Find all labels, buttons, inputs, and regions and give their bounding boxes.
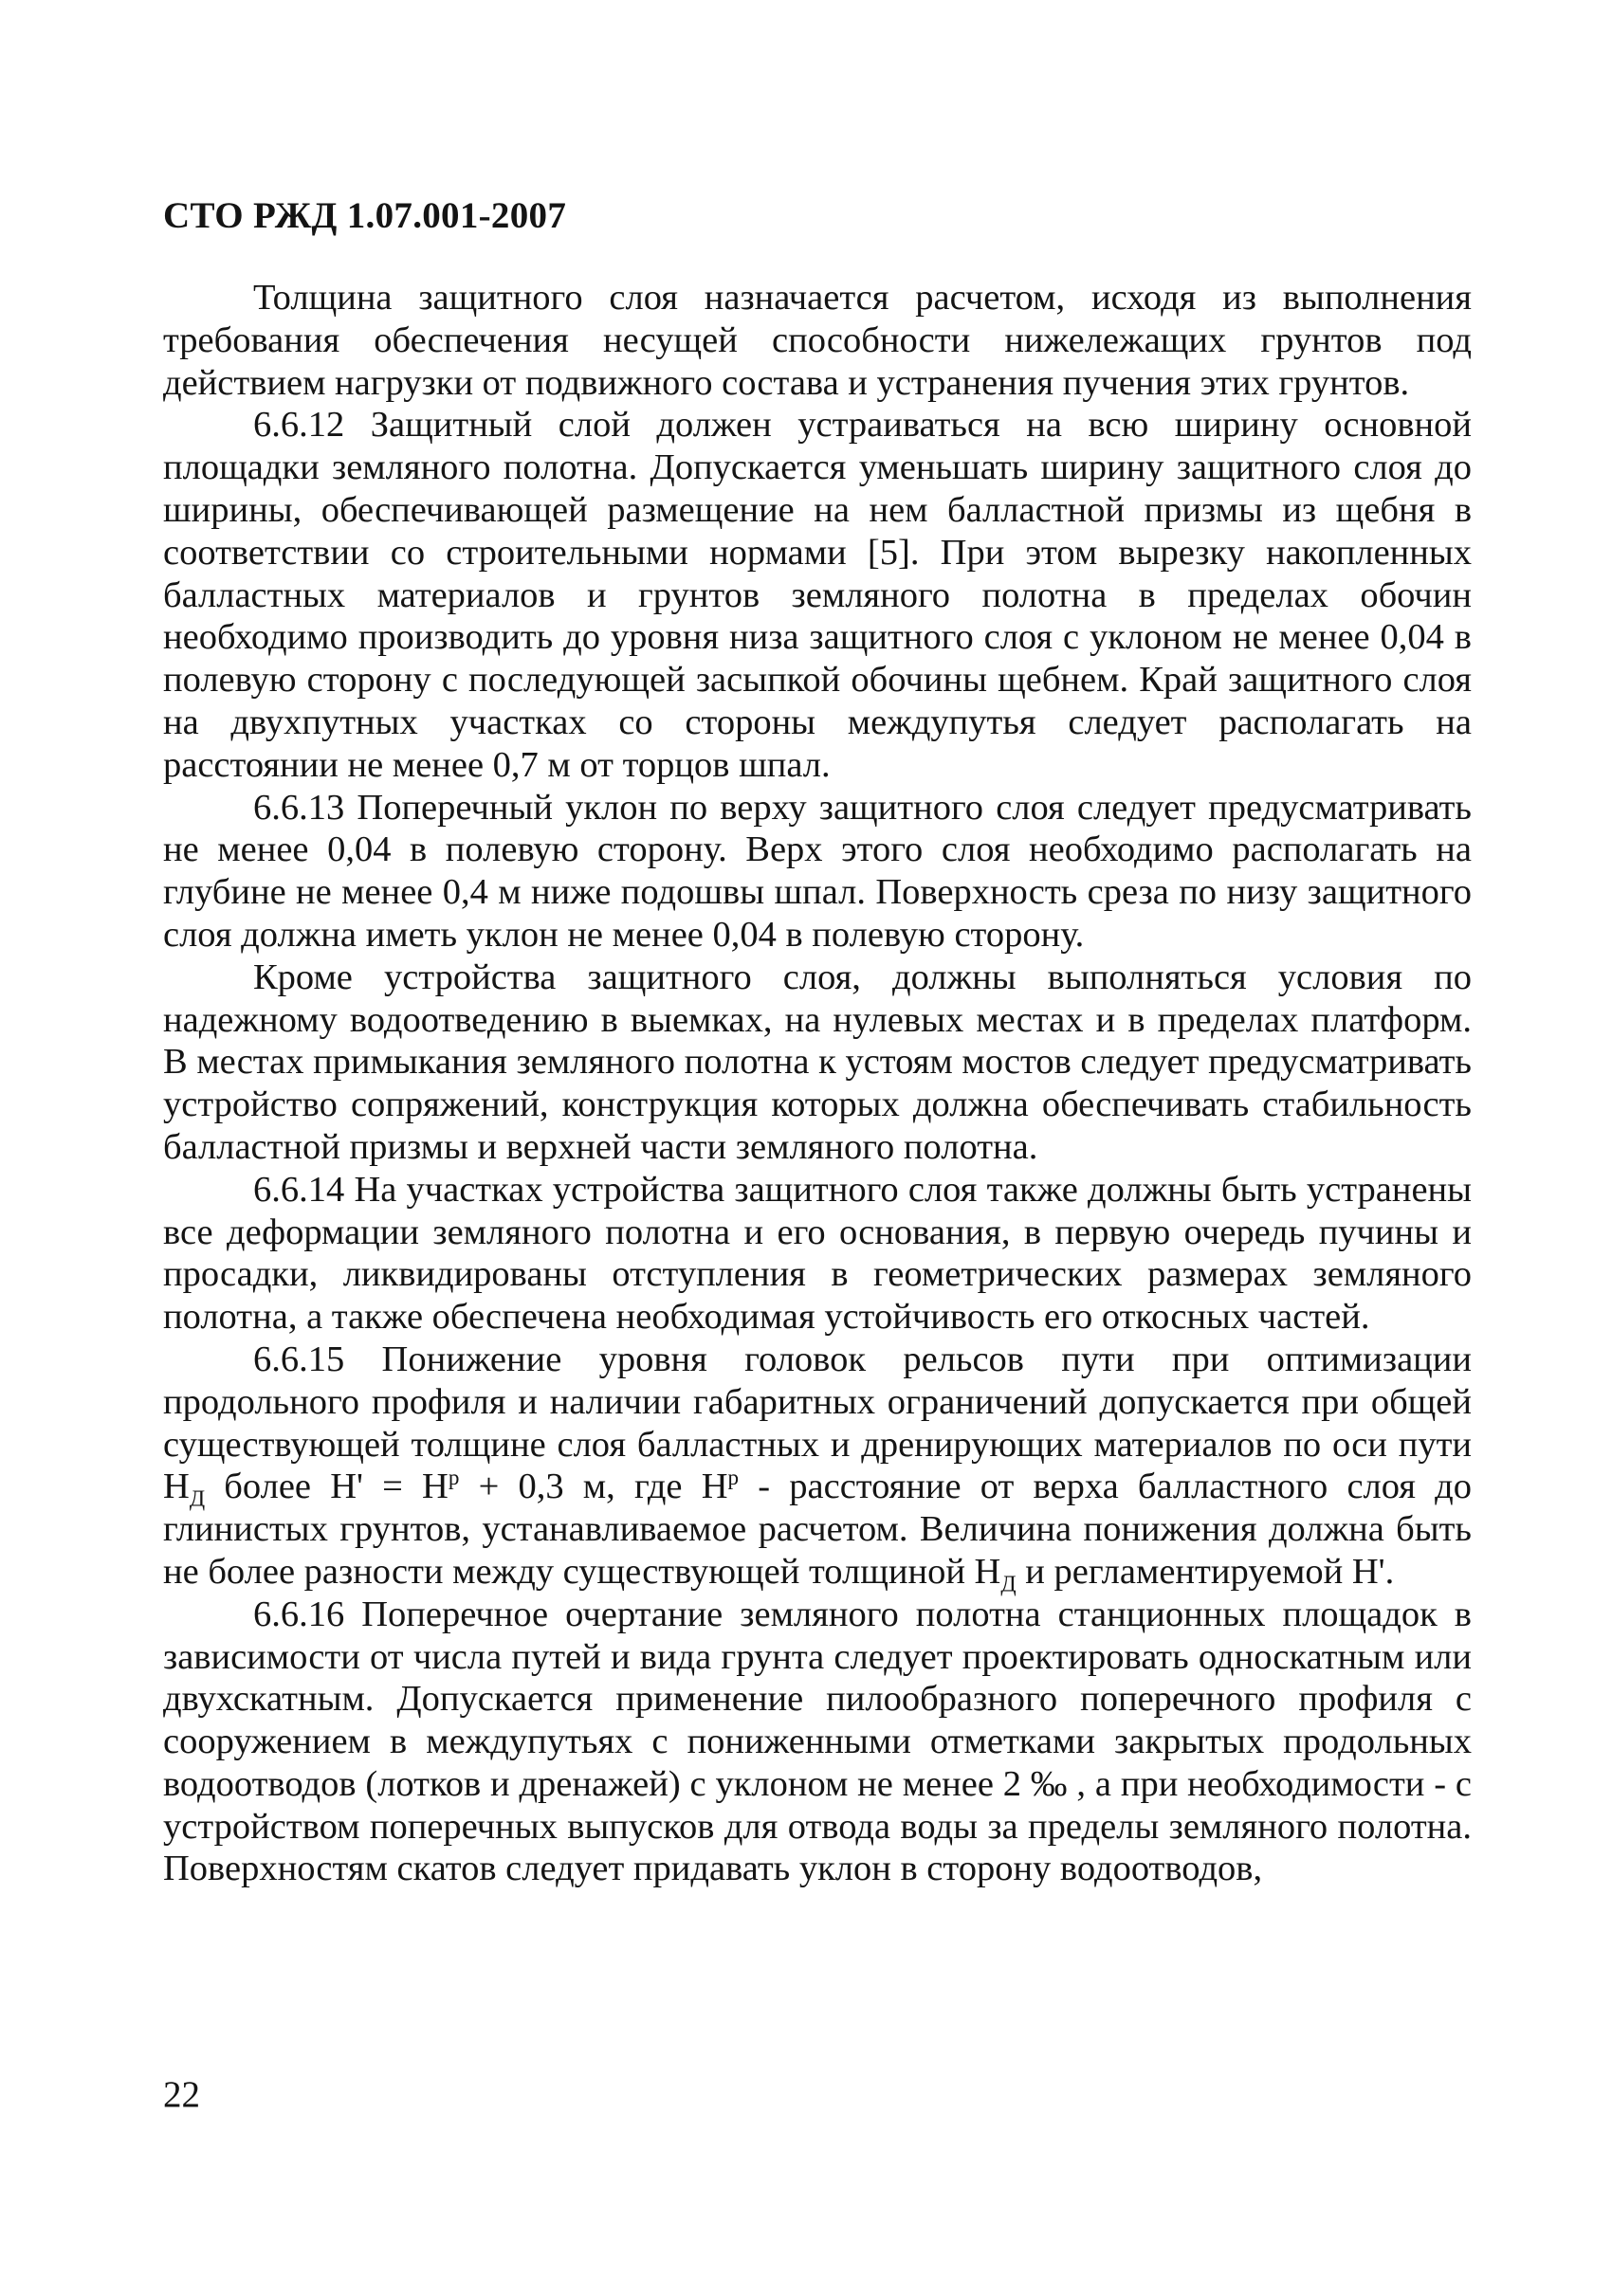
page-number: 22 xyxy=(163,2074,200,2115)
document-code-header: СТО РЖД 1.07.001-2007 xyxy=(163,195,567,236)
paragraph-protective-layer-thickness: Толщина защитного слоя назначается расчетом, исходя из выполнения требования обеспечения несущей способности нижележащих грунтов под действием нагрузки от подвижного состава и устранения пучения этих грунтов. xyxy=(163,278,1472,403)
paragraph-6-6-12: 6.6.12 Защитный слой должен устраиваться на всю ширину основной площадки земляного полотна. Допускается уменьшать ширину защитного слоя до ширины, обеспечивающей размещение на нем балластной призмы из щебня в соответствии со строительными нормами [5]. При этом вырезку накопленных балластных материалов и грунтов земляного полотна в пределах обочин необходимо производить до уровня низа защитного слоя с уклоном не менее 0,04 в полевую сторону с последующей засыпкой обочины щебнем. Край защитного слоя на двухпутных участках со стороны междупутья следует располагать на расстоянии не менее 0,7 м от торцов шпал. xyxy=(163,405,1472,785)
p6615-superscript-p-2: р xyxy=(727,1465,740,1490)
p6615-text-4: - расстояние от верха балластного слоя до глинистых грунтов, устанавливаемое расчетом. Величина понижения должна быть не более разности между существующей толщиной Н xyxy=(163,1467,1472,1592)
paragraph-6-6-13: 6.6.13 Поперечный уклон по верху защитного слоя следует предусматривать не менее 0,04 в полевую сторону. Верх этого слоя необходимо располагать на глубине не менее 0,4 м ниже подошвы шпал. Поверхность среза по низу защитного слоя должна иметь уклон не менее 0,04 в полевую сторону. xyxy=(163,787,1472,955)
p6615-subscript-d: Д xyxy=(189,1487,206,1512)
paragraph-6-6-16: 6.6.16 Поперечное очертание земляного полотна станционных площадок в зависимости от числа путей и вида грунта следует проектировать односкатным или двухскатным. Допускается применение пилообразного поперечного профиля с сооружением в междупутьях с пониженными отметками закрытых продольных водоотводов (лотков и дренажей) с уклоном не менее 2 ‰ , а при необходимости - с устройством поперечных выпусков для отвода воды за пределы земляного полотна. Поверхностям скатов следует придавать уклон в сторону водоотводов, xyxy=(163,1594,1472,1889)
p6615-text-3: + 0,3 м, где Н xyxy=(459,1467,728,1507)
paragraph-6-6-15 xyxy=(163,1339,1472,1597)
p6615-text-2: более Н' = Н xyxy=(205,1467,449,1507)
p6615-superscript-p: р xyxy=(448,1465,460,1490)
p6615-text-1: 6.6.15 Понижение уровня головок рельсов пути при оптимизации продольного профиля и наличии габаритных ограничений допускается при общей существующей толщине слоя балластных и дренирующих материалов по оси пути Н xyxy=(163,1339,1472,1507)
p6615-text-5: и регламентируемой Н'. xyxy=(1016,1551,1395,1592)
paragraph-drainage-conditions: Кроме устройства защитного слоя, должны выполняться условия по надежному водоотведению в выемках, на нулевых местах и в пределах платформ. В местах примыкания земляного полотна к устоям мостов следует предусматривать устройство сопряжений, конструкция которых должна обеспечивать стабильность балластной призмы и верхней части земляного полотна. xyxy=(163,957,1472,1167)
paragraph-6-6-14: 6.6.14 На участках устройства защитного слоя также должны быть устранены все деформации земляного полотна и его основания, в первую очередь пучины и просадки, ликвидированы отступления в геометрических размерах земляного полотна, а также обеспечена необходимая устойчивость его откосных частей. xyxy=(163,1169,1472,1338)
body-text xyxy=(163,277,1472,1890)
p6615-subscript-d-2: Д xyxy=(1000,1572,1017,1597)
